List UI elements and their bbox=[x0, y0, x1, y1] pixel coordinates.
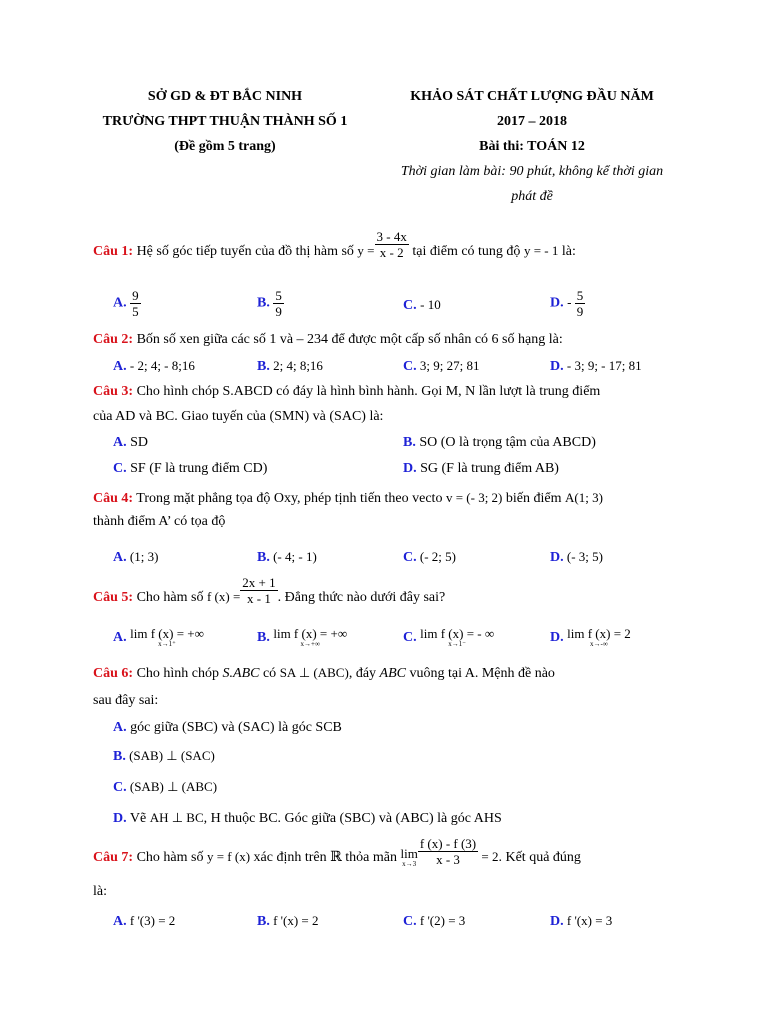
q5-option-b[interactable]: B. lim f (x) = +∞ x→+∞ bbox=[257, 626, 348, 648]
question-4: Câu 4: Trong mặt phẳng tọa độ Oxy, phép tịnh tiến theo vecto v = (- 3; 2) biến điểm A(1; 3) bbox=[93, 490, 603, 506]
exam-time-2: phát đề bbox=[511, 189, 553, 204]
q5-option-c[interactable]: C. lim f (x) = - ∞ x→1⁻ bbox=[403, 626, 495, 648]
question-6: Câu 6: Cho hình chóp S.ABC có SA ⊥ (ABC), đáy ABC vuông tại A. Mệnh đề nào bbox=[93, 665, 555, 681]
exam-year: 2017 – 2018 bbox=[497, 114, 567, 129]
question-2: Câu 2: Bốn số xen giữa các số 1 và – 234 để được một cấp số nhân có 6 số hạng là: bbox=[93, 332, 563, 347]
fraction: $\frac{3 - 4x}{x - 2}$ bbox=[376, 229, 407, 261]
question-1: Câu 1: Hệ số góc tiếp tuyến của đồ thị hàm số y = $\frac{3 - 4x}{x - 2}$ tại điểm có tung độ y = - 1 là: bbox=[93, 229, 576, 261]
q2-option-b[interactable]: B. 2; 4; 8;16 bbox=[257, 358, 323, 374]
q3-option-c[interactable]: C. SF (F là trung điểm CD) bbox=[113, 461, 268, 476]
question-3: Câu 3: Cho hình chóp S.ABCD có đáy là hình bình hành. Gọi M, N lần lượt là trung điểm bbox=[93, 384, 601, 399]
q7-option-c[interactable]: C. f '(2) = 3 bbox=[403, 913, 466, 929]
question-6-line-2: sau đây sai: bbox=[93, 693, 159, 708]
q3-option-d[interactable]: D. SG (F là trung điểm AB) bbox=[403, 461, 559, 476]
q1-option-a[interactable]: A. $\frac{9}{5}$ bbox=[113, 288, 139, 319]
page-count: (Đề gồm 5 trang) bbox=[174, 139, 276, 154]
question-5: Câu 5: Cho hàm số f (x) = $\frac{2x + 1}{x - 1}$ . Đẳng thức nào dưới đây sai? bbox=[93, 575, 446, 607]
question-7-line-2: là: bbox=[93, 884, 107, 899]
q3-option-b[interactable]: B. SO (O là trọng tậm của ABCD) bbox=[403, 435, 596, 450]
question-3-line-2: của AD và BC. Giao tuyến của (SMN) và (SAC) là: bbox=[93, 409, 384, 424]
q6-option-b[interactable]: B. (SAB) ⊥ (SAC) bbox=[113, 748, 215, 764]
q4-option-c[interactable]: C. (- 2; 5) bbox=[403, 549, 456, 565]
q1-option-c[interactable]: C. - 10 bbox=[403, 297, 441, 313]
q3-option-a[interactable]: A. SD bbox=[113, 435, 149, 450]
school-name: TRƯỜNG THPT THUẬN THÀNH SỐ 1 bbox=[102, 114, 348, 129]
q7-option-d[interactable]: D. f '(x) = 3 bbox=[550, 913, 613, 929]
q4-option-b[interactable]: B. (- 4; - 1) bbox=[257, 549, 317, 565]
q4-option-d[interactable]: D. (- 3; 5) bbox=[550, 549, 603, 565]
q5-option-a[interactable]: A. lim f (x) = +∞ x→1⁺ bbox=[113, 626, 204, 648]
q6-option-a[interactable]: A. góc giữa (SBC) và (SAC) là góc SCB bbox=[113, 720, 342, 735]
q5-option-d[interactable]: D. lim f (x) = 2 x→-∞ bbox=[550, 626, 631, 648]
question-label: Câu 1: bbox=[93, 244, 134, 259]
q7-option-b[interactable]: B. f '(x) = 2 bbox=[257, 913, 319, 929]
exam-subject: Bài thi: TOÁN 12 bbox=[479, 139, 585, 154]
q4-option-a[interactable]: A. (1; 3) bbox=[113, 549, 159, 565]
q1-option-b[interactable]: B. $\frac{5}{9}$ bbox=[257, 288, 282, 319]
q7-option-a[interactable]: A. f '(3) = 2 bbox=[113, 913, 176, 929]
q2-option-a[interactable]: A. - 2; 4; - 8;16 bbox=[113, 358, 195, 374]
school-dept: SỞ GD & ĐT BẮC NINH bbox=[147, 89, 303, 104]
q6-option-c[interactable]: C. (SAB) ⊥ (ABC) bbox=[113, 779, 218, 795]
exam-title: KHẢO SÁT CHẤT LƯỢNG ĐẦU NĂM bbox=[410, 89, 654, 104]
q6-option-d[interactable]: D. Vẽ AH ⊥ BC, H thuộc BC. Góc giữa (SBC) và (ABC) là góc AHS bbox=[113, 810, 502, 826]
exam-time: Thời gian làm bài: 90 phút, không kể thời gian bbox=[400, 164, 664, 179]
q2-option-d[interactable]: D. - 3; 9; - 17; 81 bbox=[550, 358, 642, 374]
q1-option-d[interactable]: D. - $\frac{5}{9}$ bbox=[550, 288, 584, 319]
q2-option-c[interactable]: C. 3; 9; 27; 81 bbox=[403, 358, 480, 374]
question-7: Câu 7: Cho hàm số y = f (x) xác định trên ℝ thỏa mãn lim x→3 $\frac{f (x) - f (3)}{x - 3}$ = 2. Kết quả đúng bbox=[93, 835, 581, 868]
question-4-line-2: thành điểm A’ có tọa độ bbox=[93, 514, 226, 529]
